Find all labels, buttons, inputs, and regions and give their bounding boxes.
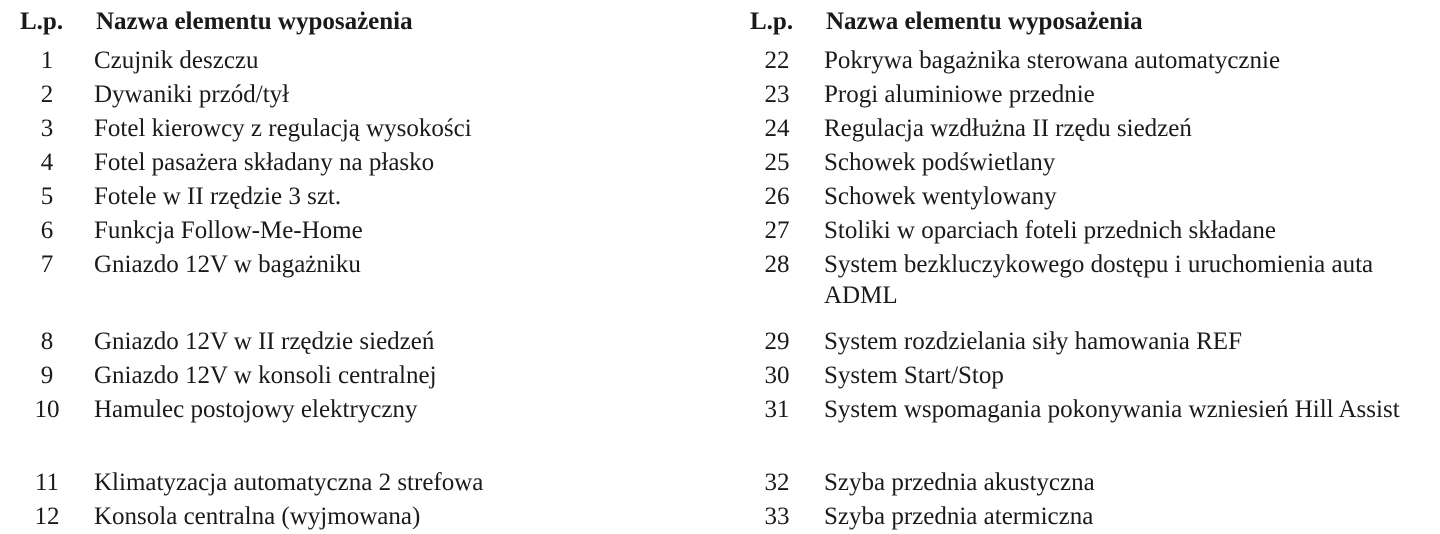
table-row [18, 393, 708, 462]
row-name: Progi aluminiowe przednie [824, 81, 1095, 108]
row-number: 26 [764, 183, 790, 210]
row-name: Regulacja wzdłużna II rzędu siedzeń [824, 115, 1192, 142]
row-name: Gniazdo 12V w bagażniku [94, 251, 361, 278]
table-row [748, 180, 1428, 214]
row-name: Szyba przednia akustyczna [824, 469, 1095, 496]
table-row [18, 248, 708, 321]
row-number: 2 [40, 81, 54, 108]
row-name: Schowek wentylowany [824, 183, 1057, 210]
row-name: Fotele w II rzędzie 3 szt. [94, 183, 342, 210]
row-name: Stoliki w oparciach foteli przednich składane [824, 217, 1276, 244]
table-row [748, 466, 1428, 500]
row-name: System rozdzielania siły hamowania REF [824, 328, 1242, 355]
row-number: 4 [40, 149, 54, 176]
row-number: 33 [764, 503, 790, 530]
row-name: Fotel pasażera składany na płasko [94, 149, 435, 176]
lp-header: L.p. [20, 8, 64, 35]
table-row [18, 44, 708, 78]
table-row [18, 78, 708, 112]
equipment-table-left [18, 4, 708, 534]
row-name: System Start/Stop [824, 362, 1004, 389]
row-name: Pokrywa bagażnika sterowana automatycznie [824, 47, 1281, 74]
row-name: Dywaniki przód/tył [94, 81, 290, 108]
row-name: Klimatyzacja automatyczna 2 strefowa [94, 469, 484, 496]
row-number: 9 [40, 362, 54, 389]
table-row [748, 393, 1428, 462]
table-row [748, 146, 1428, 180]
table-row [18, 180, 708, 214]
row-number: 5 [40, 183, 54, 210]
table-row [18, 325, 708, 359]
row-name: Funkcja Follow-Me-Home [94, 217, 363, 244]
table-row [18, 146, 708, 180]
table-row [18, 214, 708, 248]
row-number: 3 [40, 115, 54, 142]
table-row [748, 112, 1428, 146]
row-name: System wspomagania pokonywania wzniesień Hill Assist [824, 396, 1400, 423]
row-name: Konsola centralna (wyjmowana) [94, 503, 421, 530]
row-name: Schowek podświetlany [824, 149, 1056, 176]
table-row [748, 248, 1428, 321]
row-number: 30 [764, 362, 790, 389]
row-name: Hamulec postojowy elektryczny [94, 396, 418, 423]
table-header [18, 4, 708, 40]
row-number: 1 [40, 47, 54, 74]
equipment-table-right [748, 4, 1428, 534]
row-name: Szyba przednia atermiczna [824, 503, 1094, 530]
row-number: 29 [764, 328, 790, 355]
name-header: Nazwa elementu wyposażenia [826, 8, 1143, 35]
row-name: Gniazdo 12V w II rzędzie siedzeń [94, 328, 435, 355]
row-number: 25 [764, 149, 790, 176]
table-row [748, 359, 1428, 393]
table-row [18, 466, 708, 500]
row-name: Czujnik deszczu [94, 47, 259, 74]
row-number: 11 [34, 469, 60, 496]
table-row [748, 44, 1428, 78]
table-row [748, 500, 1428, 534]
table-row [18, 112, 708, 146]
table-row [748, 78, 1428, 112]
row-number: 7 [40, 251, 54, 278]
table-row [18, 359, 708, 393]
row-number: 23 [764, 81, 790, 108]
row-number: 27 [764, 217, 790, 244]
row-number: 22 [764, 47, 790, 74]
row-number: 28 [764, 251, 790, 278]
table-row [18, 500, 708, 534]
row-number: 8 [40, 328, 54, 355]
row-number: 32 [764, 469, 790, 496]
row-name: System bezkluczykowego dostępu i uruchomienia auta ADML [824, 251, 1374, 309]
row-name: Fotel kierowcy z regulacją wysokości [94, 115, 472, 142]
table-row [748, 325, 1428, 359]
row-number: 6 [40, 217, 54, 244]
row-number: 10 [34, 396, 60, 423]
row-number: 24 [764, 115, 790, 142]
lp-header: L.p. [750, 8, 794, 35]
row-name: Gniazdo 12V w konsoli centralnej [94, 362, 437, 389]
row-number: 12 [34, 503, 60, 530]
table-header [748, 4, 1428, 40]
name-header: Nazwa elementu wyposażenia [96, 8, 413, 35]
table-row [748, 214, 1428, 248]
row-number: 31 [764, 396, 790, 423]
